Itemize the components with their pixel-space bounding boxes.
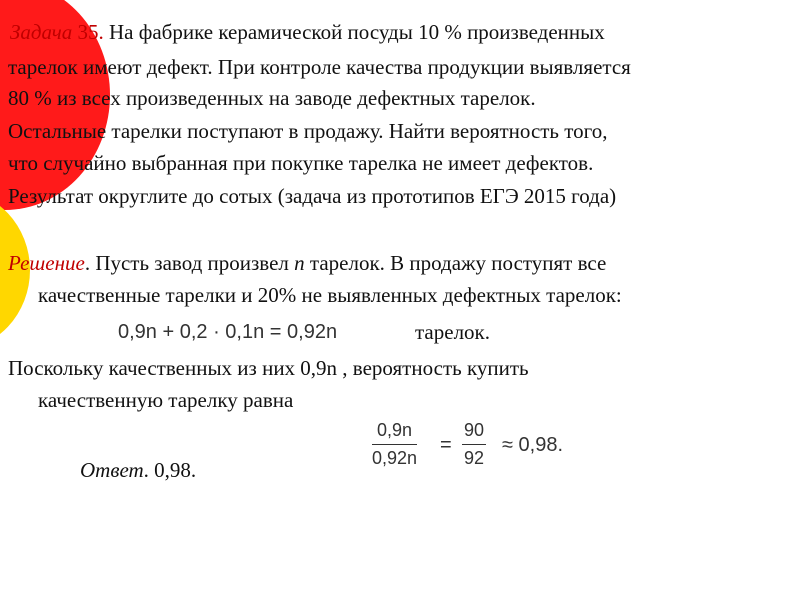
formula-total-sold: 0,9n + 0,2 · 0,1n = 0,92n	[118, 321, 338, 343]
equals-sign: =	[440, 434, 452, 456]
approx-result: ≈ 0,98.	[502, 434, 564, 456]
problem-text-1: На фабрике керамической посуды 10 % произведенных	[103, 20, 605, 44]
formula-tail: тарелок.	[415, 320, 491, 344]
answer-label: Ответ	[80, 458, 144, 482]
fraction-numeric	[462, 420, 486, 469]
problem-line-6: Результат округлите до сотых (задача из прототипов ЕГЭ 2015 года)	[8, 184, 617, 208]
solution-text-1a: . Пусть завод произвел	[84, 251, 295, 275]
solution-text-1b: тарелок. В продажу поступят все	[304, 251, 607, 275]
solution-line-2: качественные тарелки и 20% не выявленных дефектных тарелок:	[38, 283, 622, 307]
problem-line-4: Остальные тарелки поступают в продажу. Найти вероятность того,	[8, 119, 608, 143]
problem-line-1	[10, 22, 605, 43]
problem-number: 35.	[72, 20, 104, 44]
answer-line	[80, 460, 196, 481]
fraction-1-numerator: 0,9n	[372, 420, 417, 445]
problem-label: Задача	[10, 20, 73, 44]
fraction-quality-share	[372, 420, 417, 469]
fraction-1-denominator: 0,92n	[372, 448, 418, 468]
solution-line-4: качественную тарелку равна	[38, 388, 294, 412]
solution-label: Решение	[8, 251, 85, 275]
solution-variable-n: n	[294, 251, 305, 275]
problem-line-5: что случайно выбранная при покупке тарелка не имеет дефектов.	[8, 151, 594, 175]
solution-line-3: Поскольку качественных из них 0,9n , вероятность купить	[8, 356, 529, 380]
problem-line-2: тарелок имеют дефект. При контроле качества продукции выявляется	[8, 55, 631, 79]
fraction-2-numerator: 90	[462, 420, 486, 445]
answer-value: . 0,98.	[143, 458, 197, 482]
problem-line-3: 80 % из всех произведенных на заводе дефектных тарелок.	[8, 86, 536, 110]
fraction-2-denominator: 92	[464, 448, 485, 468]
solution-line-1	[8, 253, 606, 274]
